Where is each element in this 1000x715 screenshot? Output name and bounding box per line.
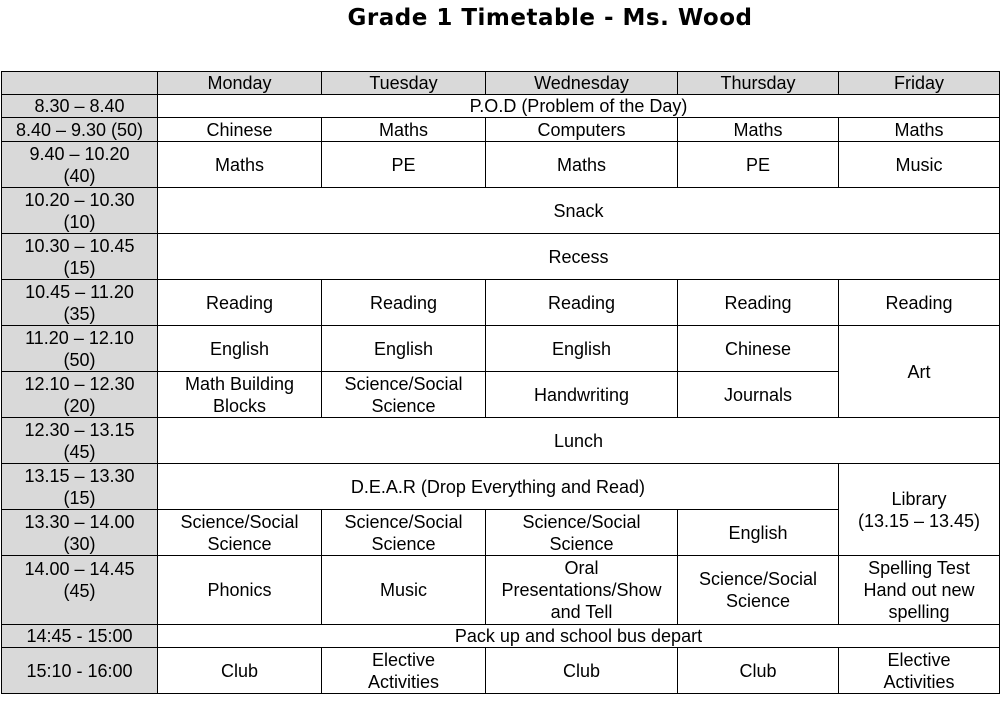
activity-cell: D.E.A.R (Drop Everything and Read)	[158, 464, 839, 510]
activity-cell: English	[678, 510, 839, 556]
activity-cell: Snack	[158, 188, 1000, 234]
activity-cell: Chinese	[158, 118, 322, 142]
activity-cell: Reading	[839, 280, 1000, 326]
day-header-friday: Friday	[839, 72, 1000, 95]
time-cell: 8.40 – 9.30 (50)	[2, 118, 158, 142]
page-title: Grade 1 Timetable - Ms. Wood	[347, 5, 753, 31]
activity-cell: Lunch	[158, 418, 1000, 464]
time-cell: 14.00 – 14.45 (45)	[2, 556, 158, 625]
table-row	[2, 326, 1000, 372]
table-row	[2, 188, 1000, 234]
activity-cell: Handwriting	[486, 372, 678, 418]
activity-cell-library: Library (13.15 – 13.45)	[839, 464, 1000, 556]
activity-cell: Oral Presentations/Show and Tell	[486, 556, 678, 625]
table-row	[2, 142, 1000, 188]
timetable	[1, 71, 1000, 694]
time-cell: 12.10 – 12.30 (20)	[2, 372, 158, 418]
activity-cell: Reading	[158, 280, 322, 326]
time-cell: 8.30 – 8.40	[2, 95, 158, 118]
time-cell: 13.30 – 14.00 (30)	[2, 510, 158, 556]
activity-cell: Pack up and school bus depart	[158, 625, 1000, 648]
day-header-tuesday: Tuesday	[322, 72, 486, 95]
activity-cell: Math Building Blocks	[158, 372, 322, 418]
table-row	[2, 118, 1000, 142]
table-row	[2, 625, 1000, 648]
table-row	[2, 95, 1000, 118]
activity-cell: English	[322, 326, 486, 372]
activity-cell: Science/Social Science	[678, 556, 839, 625]
time-cell: 13.15 – 13.30 (15)	[2, 464, 158, 510]
activity-cell: Maths	[158, 142, 322, 188]
activity-cell: Reading	[486, 280, 678, 326]
activity-cell: Club	[158, 648, 322, 694]
activity-cell: Maths	[678, 118, 839, 142]
activity-cell: Club	[486, 648, 678, 694]
activity-cell: Chinese	[678, 326, 839, 372]
activity-cell: Science/Social Science	[158, 510, 322, 556]
time-cell: 10.20 – 10.30 (10)	[2, 188, 158, 234]
activity-cell: Maths	[322, 118, 486, 142]
table-row	[2, 418, 1000, 464]
table-row	[2, 648, 1000, 694]
activity-cell: Science/Social Science	[486, 510, 678, 556]
corner-cell	[2, 72, 158, 95]
activity-cell: Reading	[678, 280, 839, 326]
day-header-thursday: Thursday	[678, 72, 839, 95]
activity-cell: English	[158, 326, 322, 372]
day-header-wednesday: Wednesday	[486, 72, 678, 95]
activity-cell: Science/Social Science	[322, 372, 486, 418]
activity-cell-art: Art	[839, 326, 1000, 418]
activity-cell: PE	[678, 142, 839, 188]
activity-cell: PE	[322, 142, 486, 188]
activity-cell: Music	[322, 556, 486, 625]
activity-cell: Reading	[322, 280, 486, 326]
activity-cell: Maths	[839, 118, 1000, 142]
table-row	[2, 234, 1000, 280]
time-cell: 12.30 – 13.15 (45)	[2, 418, 158, 464]
time-cell: 11.20 – 12.10 (50)	[2, 326, 158, 372]
activity-cell: Recess	[158, 234, 1000, 280]
day-header-monday: Monday	[158, 72, 322, 95]
activity-cell: Computers	[486, 118, 678, 142]
header-row	[2, 72, 1000, 95]
activity-cell: P.O.D (Problem of the Day)	[158, 95, 1000, 118]
table-row	[2, 464, 1000, 510]
activity-cell: Phonics	[158, 556, 322, 625]
table-row	[2, 280, 1000, 326]
time-cell: 10.45 – 11.20 (35)	[2, 280, 158, 326]
activity-cell: Elective Activities	[839, 648, 1000, 694]
time-cell: 9.40 – 10.20 (40)	[2, 142, 158, 188]
time-cell: 15:10 - 16:00	[2, 648, 158, 694]
activity-cell: Spelling Test Hand out new spelling	[839, 556, 1000, 625]
activity-cell: English	[486, 326, 678, 372]
time-cell: 14:45 - 15:00	[2, 625, 158, 648]
activity-cell: Science/Social Science	[322, 510, 486, 556]
time-cell: 10.30 – 10.45 (15)	[2, 234, 158, 280]
activity-cell: Elective Activities	[322, 648, 486, 694]
activity-cell: Club	[678, 648, 839, 694]
activity-cell: Maths	[486, 142, 678, 188]
activity-cell: Journals	[678, 372, 839, 418]
activity-cell: Music	[839, 142, 1000, 188]
table-row	[2, 556, 1000, 625]
